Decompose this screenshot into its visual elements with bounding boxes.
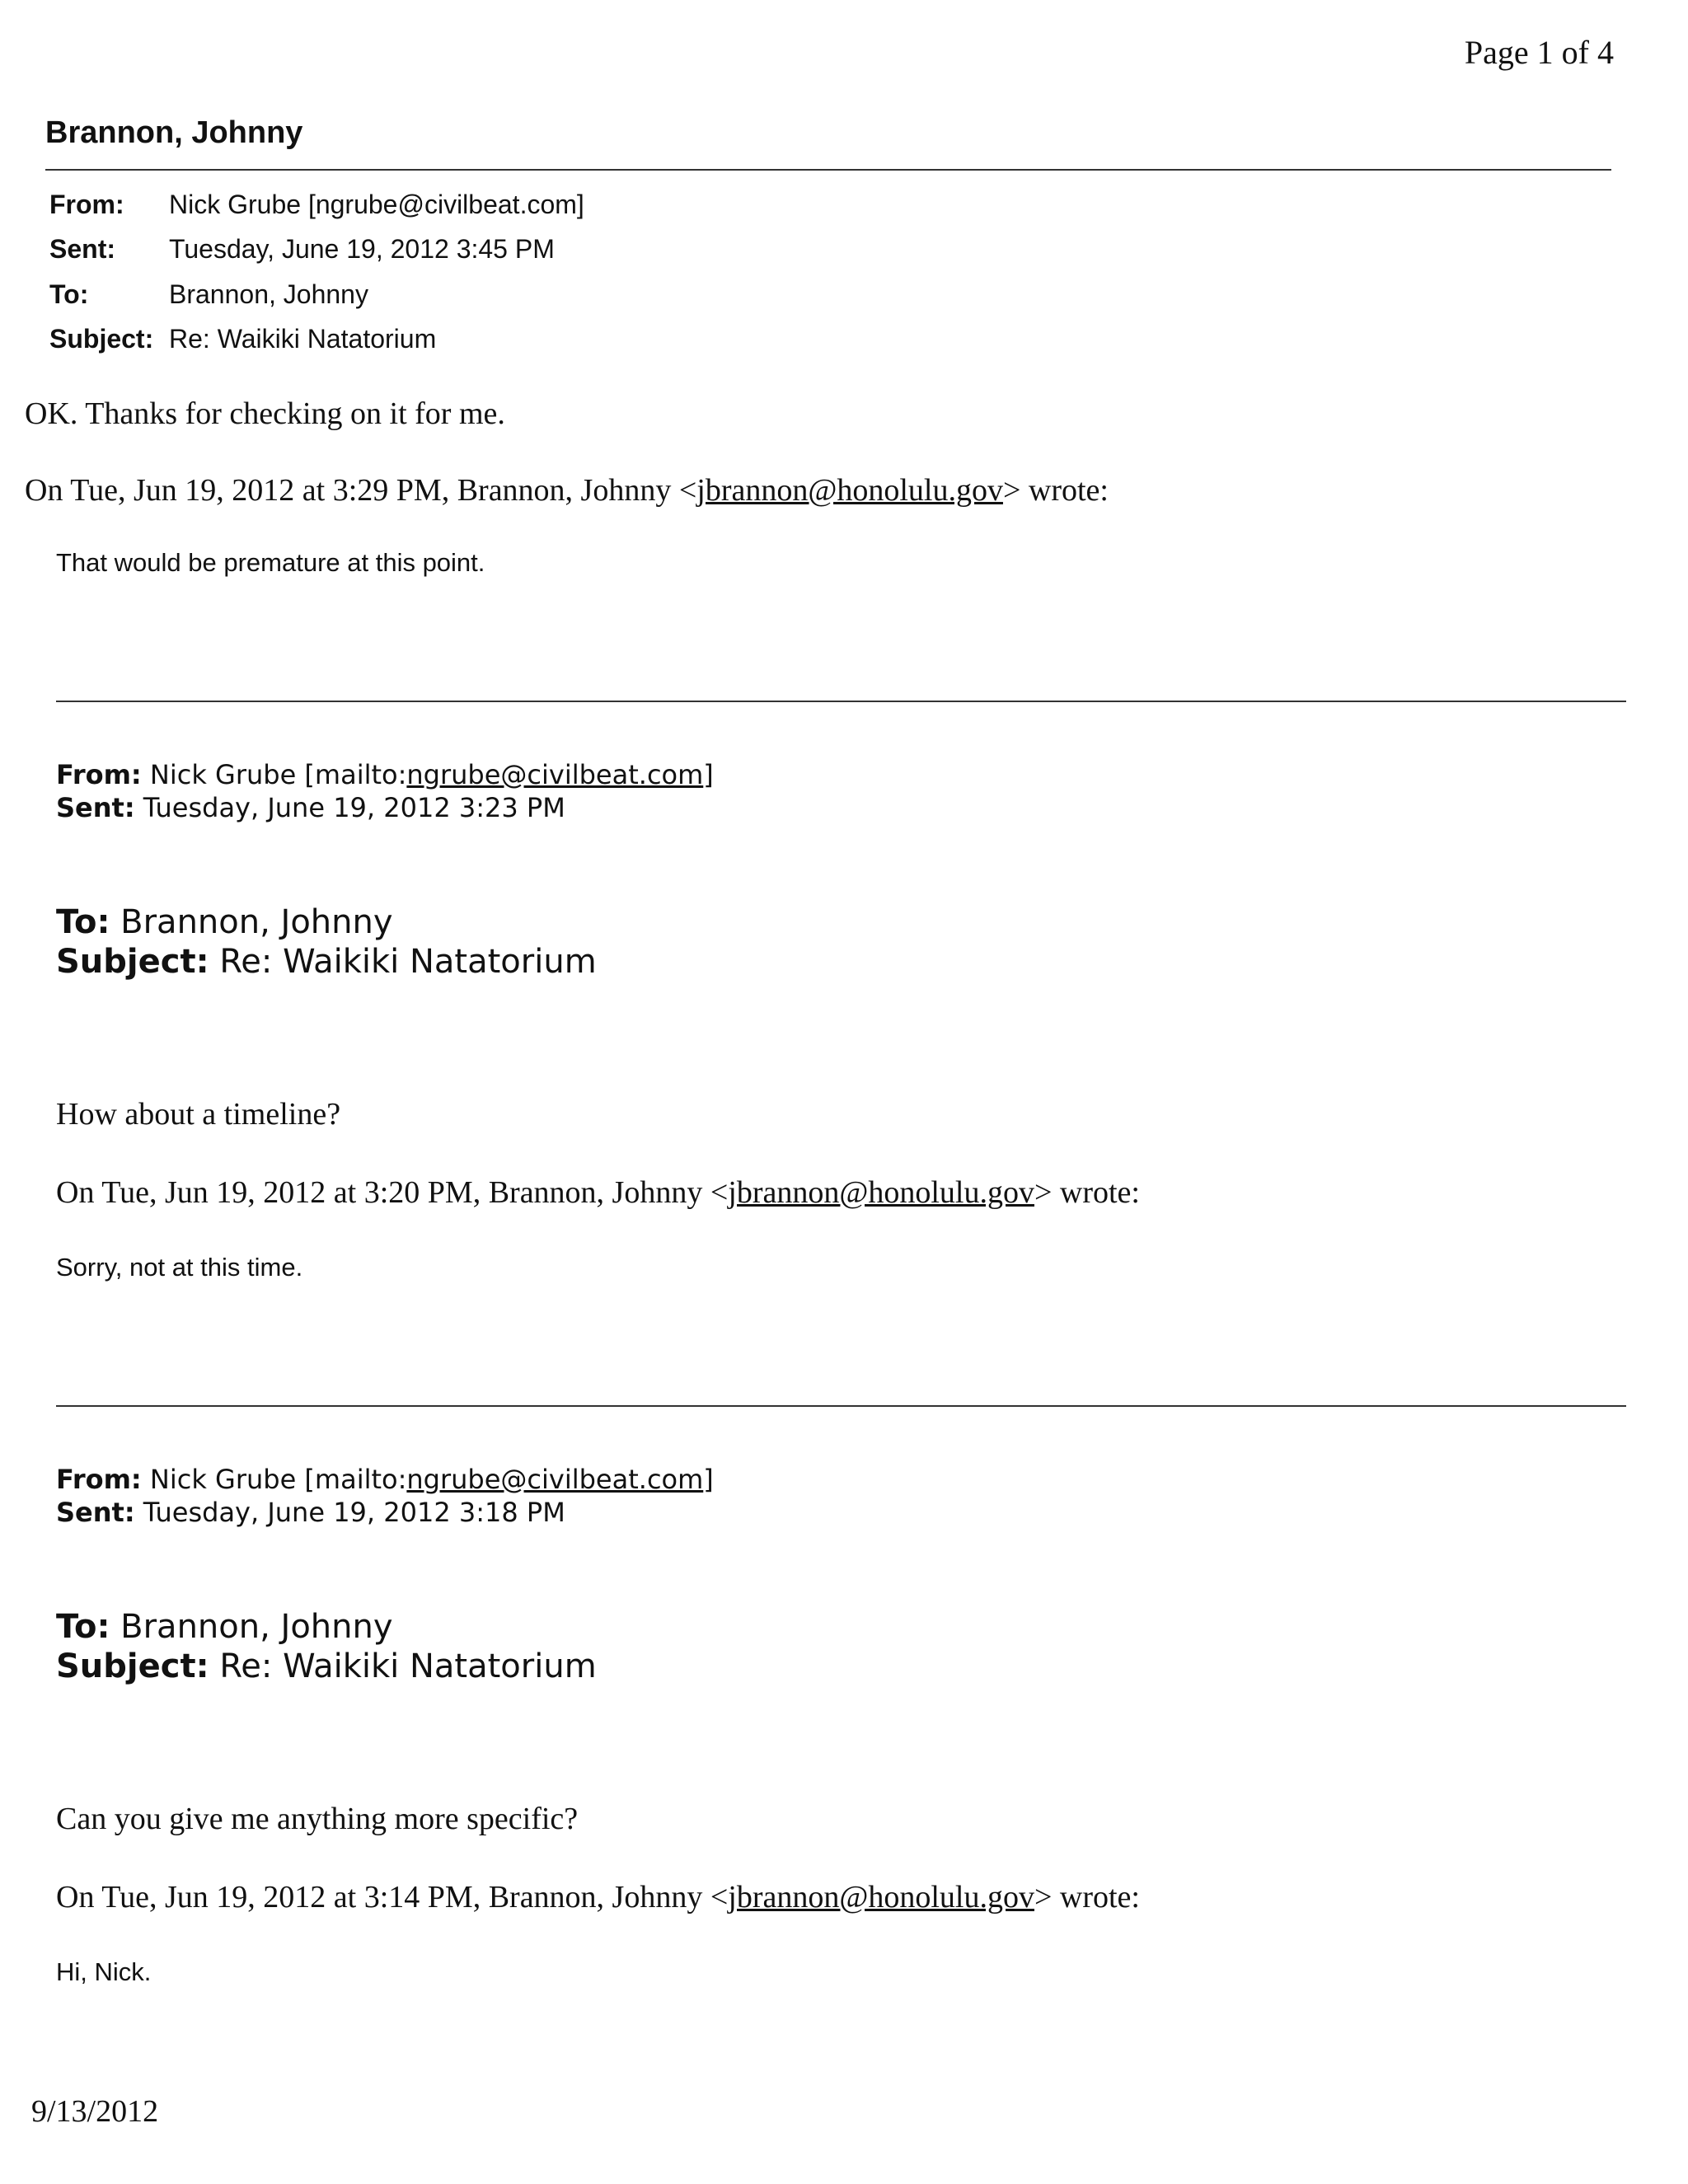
header-subject-row xyxy=(49,324,436,354)
reply-text: Can you give me anything more specific? xyxy=(56,1802,579,1836)
forwarded-header xyxy=(56,758,714,824)
quote-suffix: > wrote: xyxy=(1034,1880,1140,1915)
message-divider xyxy=(56,1405,1626,1407)
forwarded-from-suffix: ] xyxy=(703,759,714,790)
to-label: To: xyxy=(49,279,89,309)
email-link[interactable]: jbrannon@honolulu.gov xyxy=(696,473,1003,508)
email-link[interactable]: ngrube@civilbeat.com xyxy=(406,1464,704,1495)
quote-suffix: > wrote: xyxy=(1034,1175,1140,1210)
forwarded-sent-value: Tuesday, June 19, 2012 3:18 PM xyxy=(143,1497,565,1528)
forwarded-header xyxy=(56,1463,714,1529)
sent-value: Tuesday, June 19, 2012 3:45 PM xyxy=(169,234,555,264)
forwarded-from-label: From: xyxy=(56,759,142,790)
forwarded-sent xyxy=(56,791,714,824)
quote-attribution xyxy=(56,1879,1140,1915)
forwarded-subject xyxy=(56,942,597,982)
forwarded-to-value: Brannon, Johnny xyxy=(120,1608,393,1646)
forwarded-to-label: To: xyxy=(56,903,110,941)
reply-text: OK. Thanks for checking on it for me. xyxy=(25,396,505,431)
reply-text: How about a timeline? xyxy=(56,1097,341,1132)
quote-prefix: On Tue, Jun 19, 2012 at 3:29 PM, Brannon, Johnny < xyxy=(25,473,697,508)
quote-suffix: > wrote: xyxy=(1002,473,1109,508)
forwarded-sent xyxy=(56,1496,714,1529)
forwarded-recipient-block xyxy=(56,902,597,982)
from-label: From: xyxy=(49,190,124,219)
forwarded-from xyxy=(56,758,714,791)
forwarded-sent-label: Sent: xyxy=(56,1497,135,1528)
forwarded-subject-value: Re: Waikiki Natatorium xyxy=(219,943,597,981)
email-link[interactable]: ngrube@civilbeat.com xyxy=(406,759,704,790)
forwarded-recipient-block xyxy=(56,1607,597,1686)
quote-attribution xyxy=(25,472,1109,509)
forwarded-from-prefix: Nick Grube [mailto: xyxy=(149,759,407,790)
sent-label: Sent: xyxy=(49,234,115,264)
subject-value: Re: Waikiki Natatorium xyxy=(169,324,437,354)
header-divider xyxy=(45,169,1611,171)
forwarded-from-label: From: xyxy=(56,1464,142,1495)
forwarded-subject-label: Subject: xyxy=(56,943,209,981)
forwarded-subject xyxy=(56,1647,597,1686)
forwarded-to xyxy=(56,902,597,942)
forwarded-to xyxy=(56,1607,597,1647)
forwarded-sent-value: Tuesday, June 19, 2012 3:23 PM xyxy=(143,792,565,823)
header-sent-row xyxy=(49,234,555,265)
forwarded-from-suffix: ] xyxy=(703,1464,714,1495)
forwarded-to-label: To: xyxy=(56,1608,110,1646)
quoted-text: That would be premature at this point. xyxy=(56,548,485,577)
page-number: Page 1 of 4 xyxy=(1464,34,1614,71)
forwarded-from xyxy=(56,1463,714,1496)
forwarded-from-prefix: Nick Grube [mailto: xyxy=(149,1464,407,1495)
quote-attribution xyxy=(56,1174,1140,1211)
quote-prefix: On Tue, Jun 19, 2012 at 3:20 PM, Brannon, Johnny < xyxy=(56,1175,729,1210)
forwarded-to-value: Brannon, Johnny xyxy=(120,903,393,941)
email-link[interactable]: jbrannon@honolulu.gov xyxy=(728,1880,1034,1915)
from-value: Nick Grube [ngrube@civilbeat.com] xyxy=(169,190,584,219)
to-value: Brannon, Johnny xyxy=(169,279,368,309)
quoted-text: Sorry, not at this time. xyxy=(56,1253,303,1282)
header-from-row xyxy=(49,190,584,220)
forwarded-subject-label: Subject: xyxy=(56,1647,209,1685)
forwarded-subject-value: Re: Waikiki Natatorium xyxy=(219,1647,597,1685)
message-divider xyxy=(56,701,1626,702)
email-link[interactable]: jbrannon@honolulu.gov xyxy=(728,1175,1034,1210)
quote-prefix: On Tue, Jun 19, 2012 at 3:14 PM, Brannon, Johnny < xyxy=(56,1880,729,1915)
forwarded-sent-label: Sent: xyxy=(56,792,135,823)
quoted-text: Hi, Nick. xyxy=(56,1957,152,1986)
subject-label: Subject: xyxy=(49,324,154,354)
header-to-row xyxy=(49,279,368,310)
document-owner-name: Brannon, Johnny xyxy=(45,115,303,150)
footer-date: 9/13/2012 xyxy=(31,2094,159,2129)
